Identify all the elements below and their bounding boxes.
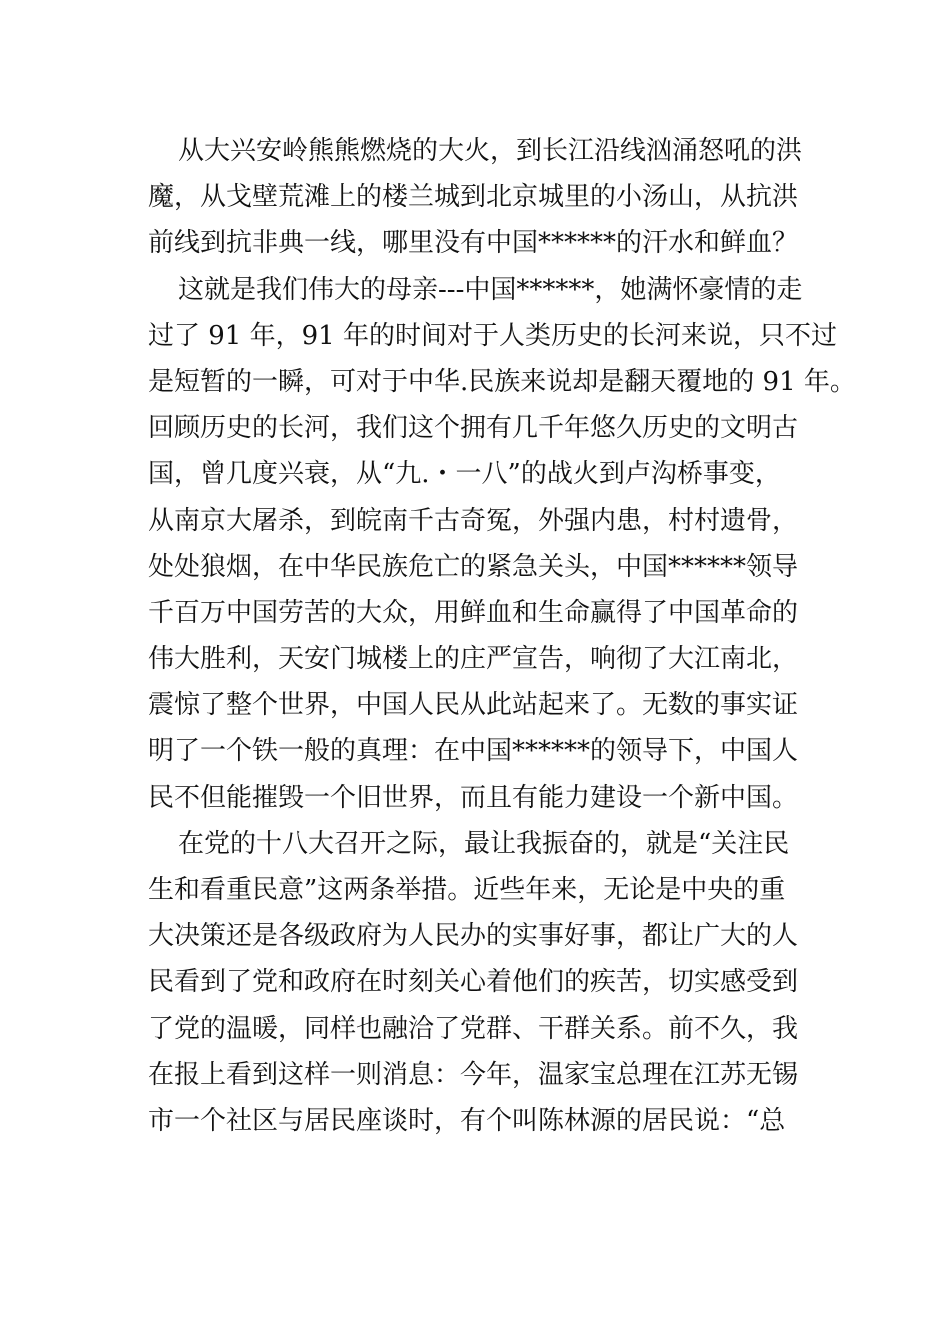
paragraph-line: 过了 91 年，91 年的时间对于人类历史的长河来说，只不过 [148,320,837,351]
paragraph-line: 民看到了党和政府在时刻关心着他们的疾苦，切实感受到 [148,967,799,998]
paragraph-line: 伟大胜利，天安门城楼上的庄严宣告，响彻了大江南北， [148,644,799,675]
paragraph-line: 生和看重民意”这两条举措。近些年来，无论是中央的重 [148,875,786,905]
paragraph-line: 处处狼烟，在中华民族危亡的紧急关头，中国******领导 [148,551,799,582]
paragraph-line: 回顾历史的长河，我们这个拥有几千年悠久历史的文明古 [148,413,799,444]
paragraph-line: 是短暂的一瞬，可对于中华.民族来说却是翻天覆地的 91 年。 [148,366,856,397]
paragraph-line: 在党的十八大召开之际，最让我振奋的，就是“关注民 [178,828,790,859]
paragraph-line: 在报上看到这样一则消息：今年，温家宝总理在江苏无锡 [148,1059,799,1090]
paragraph-line: 前线到抗非典一线，哪里没有中国******的汗水和鲜血？ [148,228,799,259]
paragraph-line: 这就是我们伟大的母亲---中国******，她满怀豪情的走 [178,274,803,305]
paragraph-line: 魔，从戈壁荒滩上的楼兰城到北京城里的小汤山，从抗洪 [148,182,799,213]
paragraph-line: 千百万中国劳苦的大众，用鲜血和生命赢得了中国革命的 [148,597,799,628]
body-text [148,128,856,1144]
paragraph-line: 明了一个铁一般的真理：在中国******的领导下，中国人 [148,736,799,767]
paragraph-line: 民不但能摧毁一个旧世界，而且有能力建设一个新中国。 [148,782,799,813]
paragraph-line: 震惊了整个世界，中国人民从此站起来了。无数的事实证 [148,690,799,721]
paragraph-line: 市一个社区与居民座谈时，有个叫陈林源的居民说：“总 [148,1105,786,1136]
paragraph-line: 大决策还是各级政府为人民办的实事好事，都让广大的人 [148,921,799,952]
paragraph-line: 国，曾几度兴衰，从“九.・一八”的战火到卢沟桥事变， [148,459,781,490]
paragraph-line: 从南京大屠杀，到皖南千古奇冤，外强内患，村村遗骨， [148,505,799,536]
paragraph-line: 了党的温暖，同样也融洽了党群、干群关系。前不久，我 [148,1013,799,1044]
paragraph-line: 从大兴安岭熊熊燃烧的大火，到长江沿线汹涌怒吼的洪 [178,136,803,166]
